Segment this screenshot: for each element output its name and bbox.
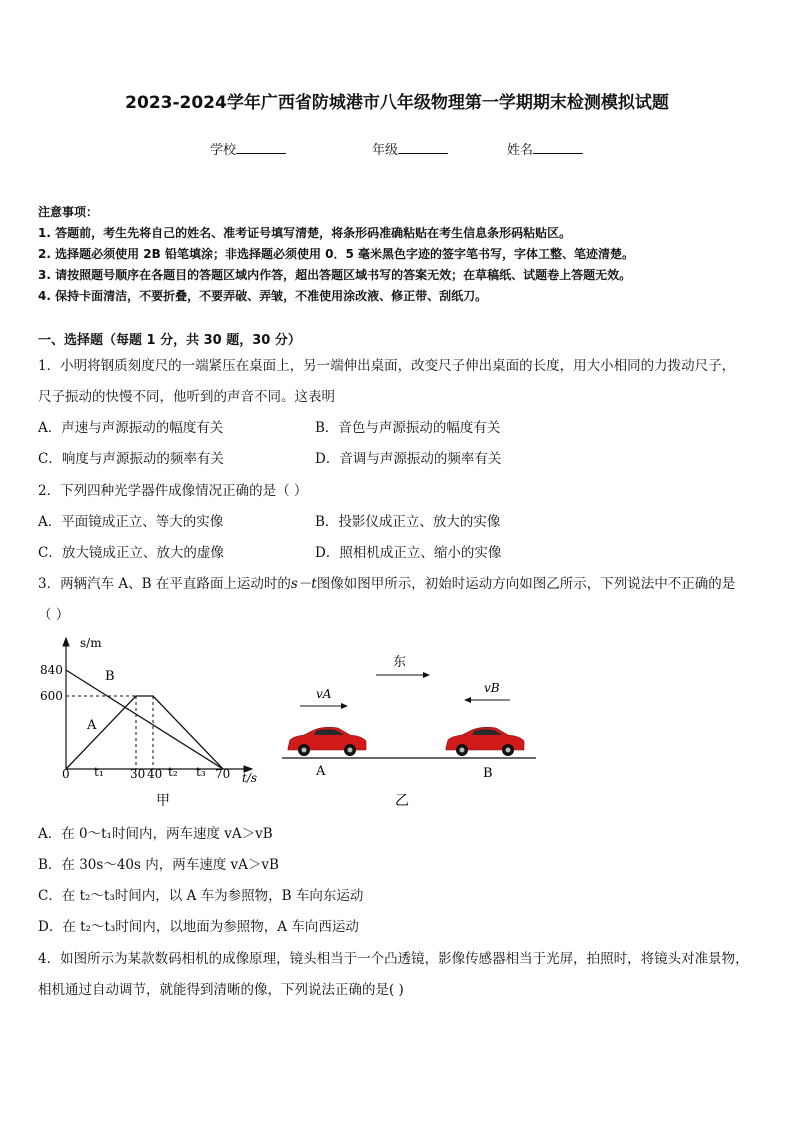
x-axis-label: t/s	[242, 771, 258, 785]
notice-item: 2. 选择题必须使用 2B 铅笔填涂；非选择题必须使用 0．5 毫米黑色字迹的签字笔书写，字体工整、笔迹清楚。	[38, 247, 634, 261]
x-tick-0: 0	[62, 767, 70, 781]
name-blank	[533, 141, 583, 154]
q1-option-d: D．音调与声源振动的频率有关	[315, 451, 502, 467]
notice-heading: 注意事项：	[38, 205, 99, 219]
school-field	[210, 139, 286, 158]
x-tick-t2: t₂	[168, 765, 178, 779]
q1-stem-line2: 尺子振动的快慢不同，他听到的声音不同。这表明	[38, 389, 335, 405]
q3-stem-post: 图像如图甲所示，初始时运动方向如图乙所示，下列说法中不正确的是	[316, 576, 736, 592]
q3-stem-pre: 3．两辆汽车 A、B 在平直路面上运动时的	[38, 576, 291, 592]
car-a-label: A	[316, 764, 326, 779]
figure-yi-cars	[278, 640, 548, 815]
name-label: 姓名	[507, 143, 534, 158]
q1-option-a: A．声速与声源振动的幅度有关	[38, 420, 224, 436]
q4-stem-line2: 相机通过自动调节，就能得到清晰的像，下列说法正确的是( )	[38, 982, 404, 998]
va-label: vA	[316, 687, 332, 701]
q3-option-c: C．在 t₂～t₃时间内，以 A 车为参照物，B 车向东运动	[38, 888, 364, 904]
q3-stem-math: s－t	[290, 576, 317, 592]
q1-option-b: B．音色与声源振动的幅度有关	[315, 420, 501, 436]
section-heading: 一、选择题（每题 1 分，共 30 题，30 分）	[38, 333, 301, 348]
q3-option-b: B．在 30s～40s 内，两车速度 vA＞vB	[38, 857, 279, 873]
q3-stem-line1	[38, 572, 735, 592]
y-tick-840: 840	[40, 663, 63, 677]
vb-label: vB	[484, 681, 500, 695]
figure-jia-caption: 甲	[156, 793, 170, 809]
name-field	[507, 139, 583, 158]
school-label: 学校	[210, 143, 237, 158]
va-arrow-head	[341, 703, 348, 709]
q2-option-c: C．放大镜成正立、放大的虚像	[38, 545, 224, 561]
car-b-label: B	[483, 766, 493, 781]
notice-item: 4. 保持卡面清洁，不要折叠，不要弄破、弄皱，不准使用涂改液、修正带、刮纸刀。	[38, 289, 488, 303]
q1-option-c: C．响度与声源振动的频率有关	[38, 451, 224, 467]
y-axis-arrow	[63, 638, 69, 646]
x-tick-t3: t₃	[196, 765, 206, 779]
line-b-label: B	[105, 669, 115, 684]
q3-option-d: D．在 t₂～t₃时间内，以地面为参照物，A 车向西运动	[38, 919, 359, 935]
q2-option-b: B．投影仪成正立、放大的实像	[315, 514, 501, 530]
x-tick-40: 40	[147, 767, 163, 781]
notice-item: 3. 请按照题号顺序在各题目的答题区域内作答，超出答题区域书写的答案无效；在草稿纸、试题卷上答题无效。	[38, 268, 632, 282]
q2-option-a: A．平面镜成正立、等大的实像	[38, 514, 224, 530]
grade-blank	[398, 141, 448, 154]
east-arrow-head	[423, 672, 430, 678]
page-title: 2023-2024学年广西省防城港市八年级物理第一学期期末检测模拟试题	[125, 93, 669, 113]
q4-stem-line1: 4．如图所示为某款数码相机的成像原理，镜头相当于一个凸透镜，影像传感器相当于光屏，拍照时，将镜头对准景物，	[38, 951, 749, 967]
figure-jia-st-graph	[30, 632, 270, 812]
grade-field	[372, 139, 448, 158]
school-blank	[236, 141, 286, 154]
car-b-icon	[446, 727, 524, 756]
q3-option-a: A．在 0～t₁时间内，两车速度 vA＞vB	[38, 826, 273, 842]
grade-label: 年级	[372, 143, 399, 158]
x-tick-70: 70	[215, 767, 231, 781]
x-tick-t1: t₁	[94, 765, 104, 779]
y-axis-label: s/m	[80, 636, 102, 650]
figure-yi-caption: 乙	[395, 793, 409, 809]
notice-item: 1. 答题前，考生先将自己的姓名、准考证号填写清楚，将条形码准确粘贴在考生信息条形码粘贴区。	[38, 226, 572, 240]
q3-stem-line2: （ ）	[38, 607, 70, 623]
q2-option-d: D．照相机成正立、缩小的实像	[315, 545, 502, 561]
q1-stem-line1: 1．小明将钢质刻度尺的一端紧压在桌面上，另一端伸出桌面，改变尺子伸出桌面的长度，用大小相同的力拨动尺子，	[38, 358, 736, 374]
y-tick-600: 600	[40, 689, 63, 703]
line-a-label: A	[87, 718, 97, 733]
east-label: 东	[393, 655, 407, 670]
vb-arrow-head	[464, 697, 471, 703]
car-a-icon	[288, 727, 366, 756]
x-tick-30: 30	[130, 767, 146, 781]
q2-stem: 2．下列四种光学器件成像情况正确的是（ ）	[38, 483, 308, 499]
